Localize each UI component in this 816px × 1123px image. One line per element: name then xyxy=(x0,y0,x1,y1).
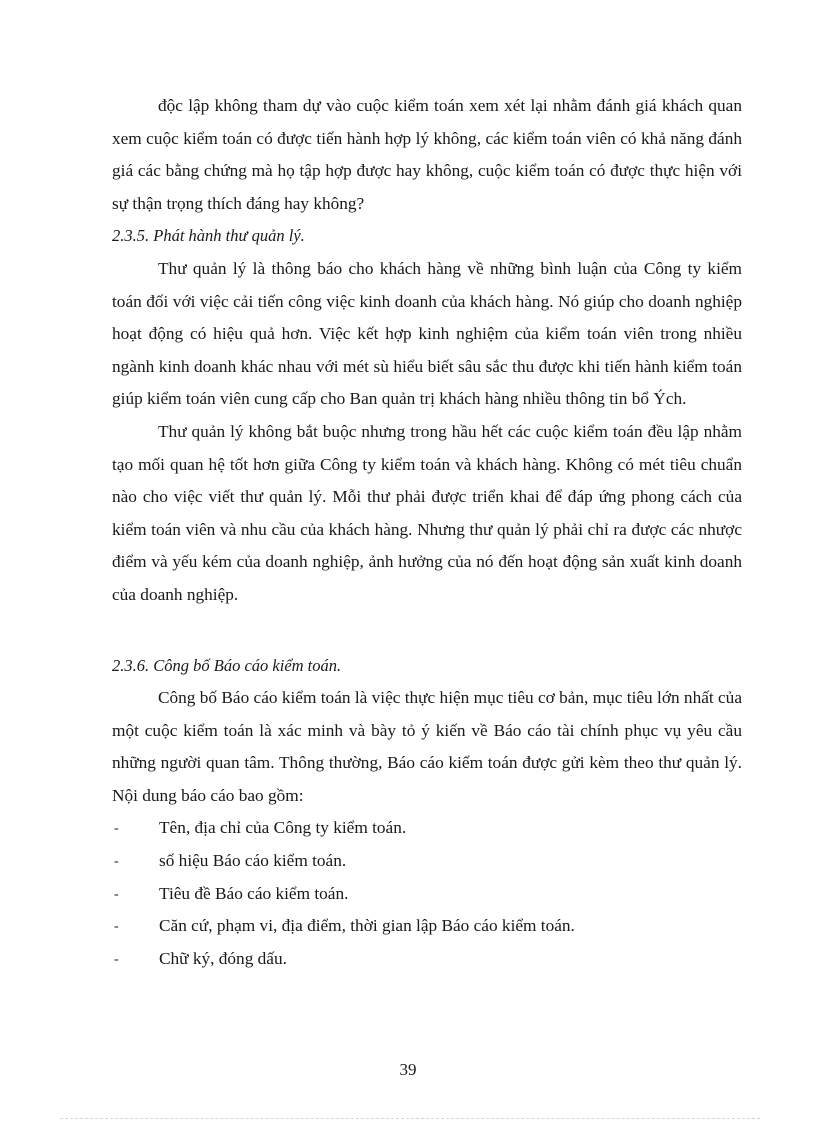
list-item-text: Chữ ký, đóng dấu. xyxy=(159,948,287,968)
section-2-3-5-paragraph-1: Thư quản lý là thông báo cho khách hàng về những bình luận của Công ty kiểm toán đối với việc cải tiến công việc kinh doanh của khách hàng. Nó giúp cho doanh nghiệp hoạt động có hiệu quả hơn. Việc kết hợp kinh nghiệm của kiểm toán viên trong nhiều ngành kinh doanh khác nhau với mét sù hiểu biết sâu sắc thu được khi tiến hành kiểm toán giúp kiểm toán viên cung cấp cho Ban quản trị khách hàng nhiều thông tin bổ Ých. xyxy=(112,258,742,409)
list-item-text: Tên, địa chỉ của Công ty kiểm toán. xyxy=(159,818,407,838)
section-2-3-6-paragraph-1: Công bố Báo cáo kiểm toán là việc thực hiện mục tiêu cơ bản, mục tiêu lớn nhất của một cuộc kiểm toán là xác minh và bày tỏ ý kiến về Báo cáo tài chính phục vụ yêu cầu những người quan tâm. Thông thường, Báo cáo kiểm toán được gửi kèm theo thư quản lý. Nội dung báo cáo bao gồm: xyxy=(112,688,742,805)
bullet-marker: - xyxy=(114,821,119,837)
list-item-text: Tiêu đề Báo cáo kiểm toán. xyxy=(159,883,349,903)
bullet-marker: - xyxy=(114,951,119,967)
list-item xyxy=(112,845,742,878)
list-item xyxy=(112,910,742,943)
intro-paragraph: độc lập không tham dự vào cuộc kiểm toán xem xét lại nhằm đánh giá khách quan xem cuộc kiểm toán có được tiến hành hợp lý không, các kiểm toán viên có khả năng đánh giá các bằng chứng mà họ tập hợp được hay không, cuộc kiểm toán có được thực hiện với sự thận trọng thích đáng hay không? xyxy=(112,96,742,213)
list-item xyxy=(112,812,742,845)
bullet-marker: - xyxy=(114,919,119,935)
section-2-3-5-paragraph-2: Thư quản lý không bắt buộc nhưng trong hầu hết các cuộc kiểm toán đều lập nhằm tạo mối quan hệ tốt hơn giữa Công ty kiểm toán và khách hàng. Không có mét tiêu chuẩn nào cho việc viết thư quản lý. Mỗi thư phải được triển khai để đáp ứng phong cách của kiểm toán viên và nhu cầu của khách hàng. Nhưng thư quản lý phải chỉ ra được các nhược điểm và yếu kém của doanh nghiệp, ảnh hưởng của nó đến hoạt động sản xuất kinh doanh của doanh nghiệp. xyxy=(112,421,742,604)
page-content xyxy=(112,90,742,975)
section-2-3-6-heading: 2.3.6. Công bố Báo cáo kiểm toán. xyxy=(112,655,342,675)
footer-divider xyxy=(60,1118,760,1119)
page-number: 39 xyxy=(399,1060,417,1079)
list-item xyxy=(112,878,742,911)
section-spacer xyxy=(112,612,742,650)
report-contents-list xyxy=(112,812,742,975)
list-item-text: số hiệu Báo cáo kiểm toán. xyxy=(159,851,347,871)
bullet-marker: - xyxy=(114,854,119,870)
list-item xyxy=(112,943,742,976)
section-2-3-5-heading: 2.3.5. Phát hành thư quản lý. xyxy=(112,226,305,246)
bullet-marker: - xyxy=(114,886,119,902)
list-item-text: Căn cứ, phạm vi, địa điểm, thời gian lập Báo cáo kiểm toán. xyxy=(159,916,575,936)
